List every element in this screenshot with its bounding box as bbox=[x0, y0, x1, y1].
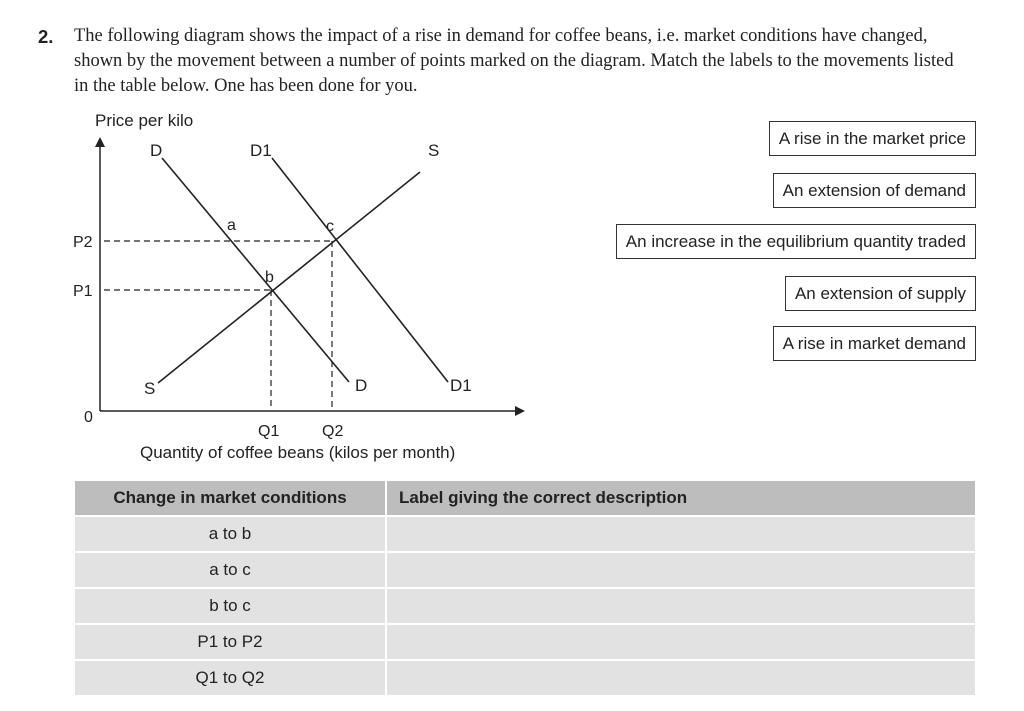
answer-table bbox=[75, 481, 977, 695]
table-row bbox=[75, 660, 976, 695]
table-cell-change: b to c bbox=[75, 588, 386, 624]
table-cell-answer[interactable] bbox=[386, 516, 976, 552]
table-cell-change: a to b bbox=[75, 516, 386, 552]
table-cell-change: P1 to P2 bbox=[75, 624, 386, 660]
table-cell-answer[interactable] bbox=[386, 624, 976, 660]
label-d-top: D bbox=[150, 141, 163, 160]
table-cell-change: Q1 to Q2 bbox=[75, 660, 386, 695]
q1-label: Q1 bbox=[258, 423, 280, 440]
label-s-top: S bbox=[428, 141, 440, 160]
table-row bbox=[75, 552, 976, 588]
supply-curve-s bbox=[158, 172, 420, 383]
table-header-row bbox=[75, 481, 976, 516]
label-s-bottom: S bbox=[144, 379, 156, 398]
question bbox=[38, 24, 958, 99]
label-box-rise-in-market-price: A rise in the market price bbox=[769, 121, 976, 156]
point-b-label: b bbox=[265, 269, 274, 286]
p2-label: P2 bbox=[73, 234, 93, 251]
y-axis-label: Price per kilo bbox=[95, 111, 194, 130]
supply-demand-diagram bbox=[60, 106, 530, 466]
table-row bbox=[75, 588, 976, 624]
x-axis-label: Quantity of coffee beans (kilos per month) bbox=[140, 443, 456, 462]
table-cell-change: a to c bbox=[75, 552, 386, 588]
q2-label: Q2 bbox=[322, 423, 344, 440]
table-cell-answer[interactable] bbox=[386, 588, 976, 624]
label-d1-bottom: D1 bbox=[450, 376, 472, 395]
label-box-rise-in-market-demand: A rise in market demand bbox=[773, 326, 976, 361]
p1-label: P1 bbox=[73, 283, 93, 300]
table-row bbox=[75, 516, 976, 552]
table-header-change: Change in market conditions bbox=[75, 481, 386, 516]
question-text: The following diagram shows the impact of a rise in demand for coffee beans, i.e. market conditions have changed, shown by the movement between a number of points marked on the diagram. Match the labels to the movements listed in the table below. One has been done for you. bbox=[74, 26, 954, 96]
question-number: 2. bbox=[38, 26, 54, 47]
table-cell-answer[interactable] bbox=[386, 552, 976, 588]
label-box-extension-of-demand: An extension of demand bbox=[773, 173, 976, 208]
label-d1-top: D1 bbox=[250, 141, 272, 160]
point-a-label: a bbox=[227, 217, 236, 234]
table-cell-answer[interactable] bbox=[386, 660, 976, 695]
table-row bbox=[75, 624, 976, 660]
label-d-bottom: D bbox=[355, 376, 368, 395]
origin-label: 0 bbox=[84, 409, 93, 426]
point-c-label: c bbox=[326, 218, 334, 235]
label-box-increase-equilibrium-quantity: An increase in the equilibrium quantity traded bbox=[616, 224, 976, 259]
label-box-extension-of-supply: An extension of supply bbox=[785, 276, 976, 311]
demand-curve-d bbox=[162, 158, 349, 382]
table-header-label: Label giving the correct description bbox=[386, 481, 976, 516]
